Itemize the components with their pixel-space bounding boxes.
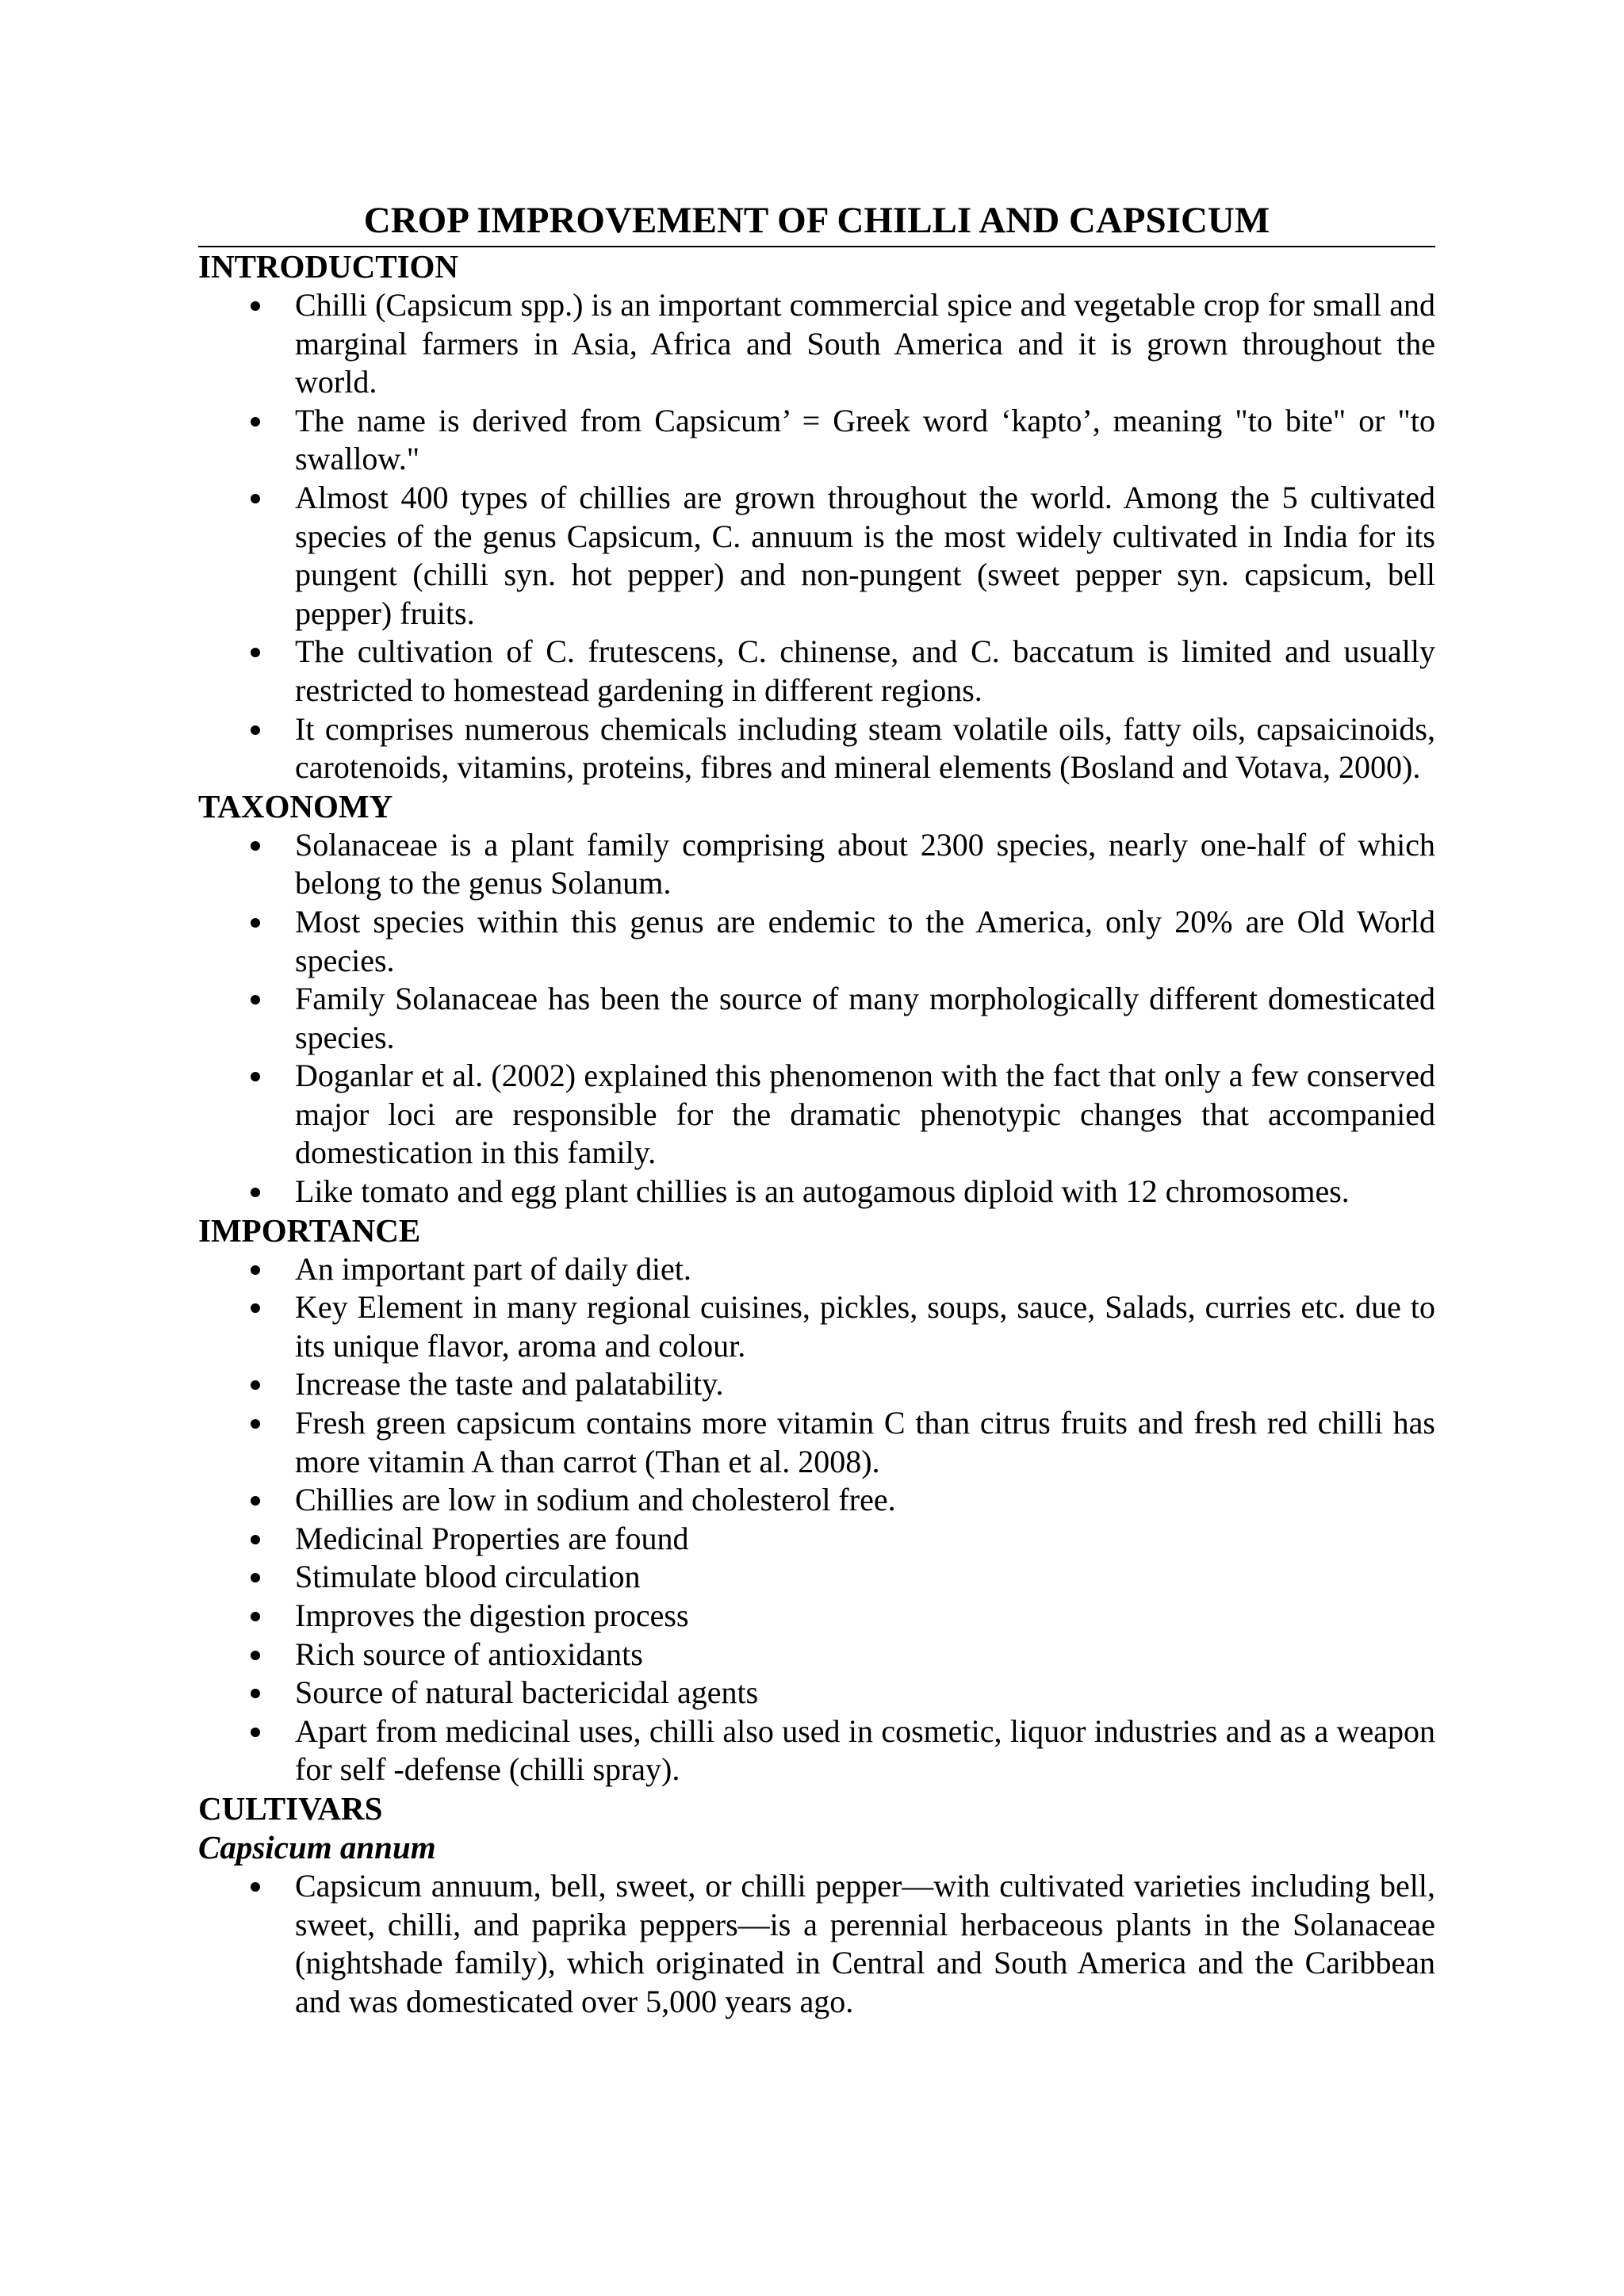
list-item (198, 710, 1435, 787)
section-importance (198, 1211, 1435, 1789)
bullet-icon (251, 1689, 260, 1698)
list-item-text: Source of natural bactericidal agents (295, 1674, 759, 1711)
bullet-icon (251, 1651, 260, 1660)
list-item-text: Apart from medicinal uses, chilli also used in cosmetic, liquor industries and as a weapon for self -defense (chilli spray). (295, 1712, 1435, 1788)
section-subheading: Capsicum annum (198, 1828, 436, 1866)
section-heading: TAXONOMY (198, 787, 393, 825)
list-item (198, 1597, 1435, 1636)
bullet-icon (251, 1072, 260, 1081)
bullet-icon (251, 1573, 260, 1582)
list-item (198, 1404, 1435, 1481)
list-item-text: Fresh green capsicum contains more vitamin C than citrus fruits and fresh red chilli has more vitamin A than carrot (Than et al. 2008). (295, 1405, 1435, 1479)
bullet-icon (251, 417, 260, 427)
bullet-list (198, 1867, 1435, 2021)
list-item (198, 980, 1435, 1057)
list-item (198, 1867, 1435, 2021)
list-item-text: Rich source of antioxidants (295, 1636, 643, 1672)
list-item (198, 1250, 1435, 1289)
list-item-text: Family Solanaceae has been the source of many morphologically different domesticated species. (295, 981, 1435, 1055)
bullet-icon (251, 1188, 260, 1197)
list-item (198, 1173, 1435, 1211)
list-item-text: An important part of daily diet. (295, 1250, 691, 1287)
list-item (198, 633, 1435, 710)
list-item-text: Like tomato and egg plant chillies is an autogamous diploid with 12 chromosomes. (295, 1173, 1350, 1210)
list-item-text: Stimulate blood circulation (295, 1559, 641, 1595)
list-item (198, 1712, 1435, 1789)
list-item (198, 1674, 1435, 1712)
list-item-text: Capsicum annuum, bell, sweet, or chilli pepper—with cultivated varieties including bell, sweet, chilli, and paprika peppers—is a perennial herbaceous plants in the Solanaceae (nightshade family), which originated in Central and South America and the Caribbean and was domesticated over 5,000 years ago. (295, 1867, 1435, 2019)
list-item-text: Almost 400 types of chillies are grown throughout the world. Among the 5 cultivated species of the genus Capsicum, C. annuum is the most widely cultivated in India for its pungent (chilli syn. hot pepper) and non-pungent (sweet pepper syn. capsicum, bell pepper) fruits. (295, 479, 1435, 631)
list-item (198, 1520, 1435, 1559)
bullet-icon (251, 725, 260, 735)
bullet-icon (251, 1303, 260, 1313)
bullet-icon (251, 995, 260, 1004)
bullet-icon (251, 1496, 260, 1506)
list-item-text: Improves the digestion process (295, 1598, 689, 1633)
bullet-icon (251, 301, 260, 311)
list-item-text: Doganlar et al. (2002) explained this phenomenon with the fact that only a few conserved major loci are responsible for the dramatic phenotypic changes that accompanied domestication in this family. (295, 1058, 1435, 1171)
list-item (198, 402, 1435, 479)
document-body (198, 197, 1435, 2021)
list-item-text: Medicinal Properties are found (295, 1520, 689, 1556)
bullet-icon (251, 494, 260, 503)
section-cultivars (198, 1789, 1435, 2021)
list-item-text: Solanaceae is a plant family comprising about 2300 species, nearly one-half of which belong to the genus Solanum. (295, 826, 1435, 901)
section-heading: IMPORTANCE (198, 1211, 421, 1249)
bullet-list (198, 286, 1435, 787)
section-heading: INTRODUCTION (198, 248, 459, 285)
bullet-icon (251, 918, 260, 928)
list-item-text: Chilli (Capsicum spp.) is an important commercial spice and vegetable crop for small and marginal farmers in Asia, Africa and South America and it is grown throughout the world. (295, 287, 1435, 400)
list-item (198, 1288, 1435, 1365)
list-item-text: The cultivation of C. frutescens, C. chinense, and C. baccatum is limited and usually restricted to homestead gardening in different regions. (295, 633, 1435, 708)
list-item-text: Most species within this genus are endemic to the America, only 20% are Old World species. (295, 903, 1435, 978)
section-introduction (198, 247, 1435, 787)
bullet-icon (251, 1419, 260, 1429)
bullet-icon (251, 1265, 260, 1275)
list-item (198, 1365, 1435, 1404)
section-taxonomy (198, 787, 1435, 1211)
bullet-icon (251, 841, 260, 851)
bullet-icon (251, 1728, 260, 1737)
list-item (198, 826, 1435, 903)
list-item (198, 1057, 1435, 1173)
list-item (198, 1558, 1435, 1597)
list-item-text: Chillies are low in sodium and cholesterol free. (295, 1482, 896, 1518)
list-item (198, 903, 1435, 980)
section-heading: CULTIVARS (198, 1789, 383, 1827)
bullet-list (198, 826, 1435, 1211)
list-item-text: The name is derived from Capsicum’ = Greek word ‘kapto’, meaning "to bite" or "to swallow." (295, 402, 1435, 477)
bullet-icon (251, 648, 260, 657)
list-item-text: Increase the taste and palatability. (295, 1366, 724, 1402)
bullet-list (198, 1250, 1435, 1789)
bullet-icon (251, 1535, 260, 1544)
list-item (198, 1636, 1435, 1674)
document-title: CROP IMPROVEMENT OF CHILLI AND CAPSICUM (198, 197, 1435, 247)
list-item (198, 479, 1435, 633)
bullet-icon (251, 1882, 260, 1892)
bullet-icon (251, 1380, 260, 1390)
bullet-icon (251, 1612, 260, 1621)
list-item-text: Key Element in many regional cuisines, pickles, soups, sauce, Salads, curries etc. due to its unique flavor, aroma and colour. (295, 1289, 1435, 1364)
list-item (198, 1481, 1435, 1520)
list-item-text: It comprises numerous chemicals including steam volatile oils, fatty oils, capsaicinoids, carotenoids, vitamins, proteins, fibres and mineral elements (Bosland and Votava, 2000). (295, 710, 1435, 786)
list-item (198, 286, 1435, 402)
